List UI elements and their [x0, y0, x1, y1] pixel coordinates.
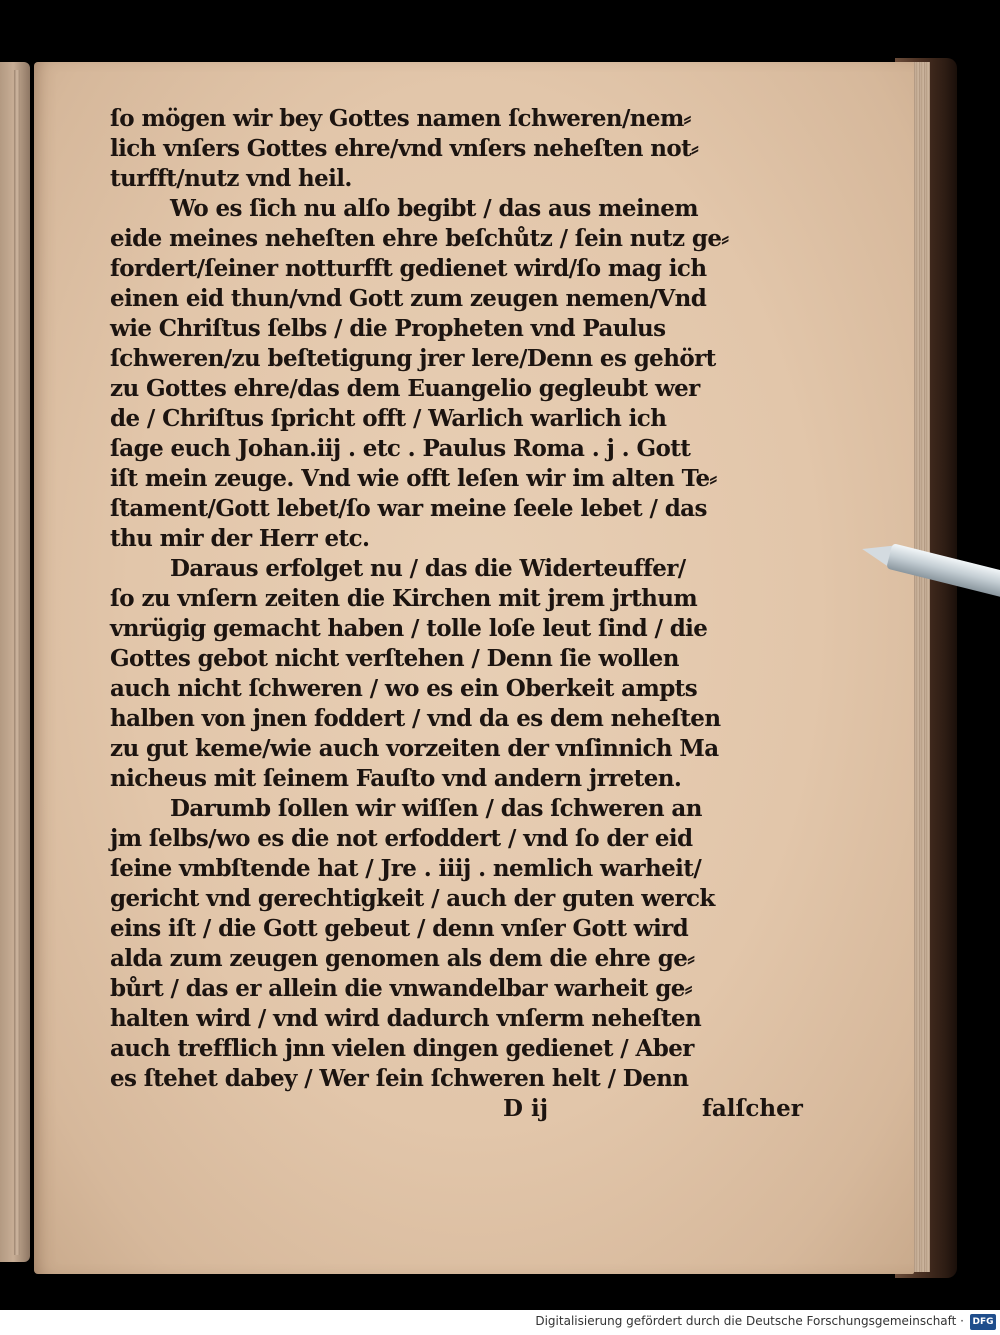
text-line: es ſtehet dabey / Wer ſein ſchweren helt / Denn — [110, 1065, 689, 1092]
text-line: Gottes gebot nicht verſtehen / Denn ſie wollen — [110, 645, 679, 672]
signature-line — [110, 1094, 803, 1124]
catchword: falſcher — [702, 1095, 803, 1122]
text-line: lich vnſers Gottes ehre/vnd vnſers neheſten not⸗ — [110, 135, 699, 162]
page-text-block — [110, 104, 803, 1124]
text-line: vnrügig gemacht haben / tolle loſe leut ſind / die — [110, 615, 708, 642]
text-line: auch trefflich jnn vielen dingen gedienet / Aber — [110, 1035, 694, 1062]
text-line: turfft/nutz vnd heil. — [110, 165, 352, 192]
text-line: ſchweren/zu beſtetigung jrer lere/Denn es gehört — [110, 345, 716, 372]
footer-bar — [0, 1310, 1000, 1335]
text-line: auch nicht ſchweren / wo es ein Oberkeit ampts — [110, 675, 698, 702]
text-line: thu mir der Herr etc. — [110, 525, 370, 552]
text-line: ſage euch Johan.iij . etc . Paulus Roma . j . Gott — [110, 435, 691, 462]
text-line: ſtament/Gott lebet/ſo war meine ſeele lebet / das — [110, 495, 707, 522]
paragraph-start-line: Wo es ſich nu alſo begibt / das aus meinem — [170, 195, 698, 222]
paragraph-start-line: Daraus erfolget nu / das die Widerteuffer/ — [170, 555, 686, 582]
left-page-fold — [14, 70, 20, 1255]
signature-mark: D ij — [503, 1095, 549, 1122]
text-line: iſt mein zeuge. Vnd wie offt leſen wir im alten Te⸗ — [110, 465, 717, 492]
text-line: ſo mögen wir bey Gottes namen ſchweren/nem⸗ — [110, 105, 691, 132]
dfg-logo: DFG — [970, 1314, 996, 1330]
text-line: ſo zu vnſern zeiten die Kirchen mit jrem jrthum — [110, 585, 698, 612]
book-page — [34, 62, 914, 1274]
text-line: jm ſelbs/wo es die not erfoddert / vnd ſo der eid — [110, 825, 693, 852]
text-line: fordert/ſeiner notturfft gedienet wird/ſo mag ich — [110, 255, 707, 282]
text-line: nicheus mit ſeinem Fauſto vnd andern jrreten. — [110, 765, 682, 792]
paragraph-start-line: Darumb ſollen wir wiſſen / das ſchweren an — [170, 795, 702, 822]
text-line: eins iſt / die Gott gebeut / denn vnſer Gott wird — [110, 915, 689, 942]
text-line: ſeine vmbſtende hat / Jre . iiij . nemlich warheit/ — [110, 855, 702, 882]
text-line: bůrt / das er allein die vnwandelbar warheit ge⸗ — [110, 975, 692, 1002]
text-line: de / Chriſtus ſpricht offt / Warlich warlich ich — [110, 405, 667, 432]
text-line: wie Chriſtus ſelbs / die Propheten vnd Paulus — [110, 315, 666, 342]
text-line: einen eid thun/vnd Gott zum zeugen nemen/Vnd — [110, 285, 707, 312]
footer-credit: Digitalisierung gefördert durch die Deutsche Forschungsgemeinschaft · — [535, 1314, 964, 1328]
text-line: gericht vnd gerechtigkeit / auch der guten werck — [110, 885, 715, 912]
text-line: eide meines neheſten ehre beſchůtz / ſein nutz ge⸗ — [110, 225, 729, 252]
text-line: zu gut keme/wie auch vorzeiten der vnſinnich Ma — [110, 735, 719, 762]
text-line: zu Gottes ehre/das dem Euangelio gegleubt wer — [110, 375, 700, 402]
text-line: alda zum zeugen genomen als dem die ehre ge⸗ — [110, 945, 695, 972]
text-line: halten wird / vnd wird dadurch vnſerm neheſten — [110, 1005, 702, 1032]
text-line: halben von jnen foddert / vnd da es dem neheſten — [110, 705, 721, 732]
